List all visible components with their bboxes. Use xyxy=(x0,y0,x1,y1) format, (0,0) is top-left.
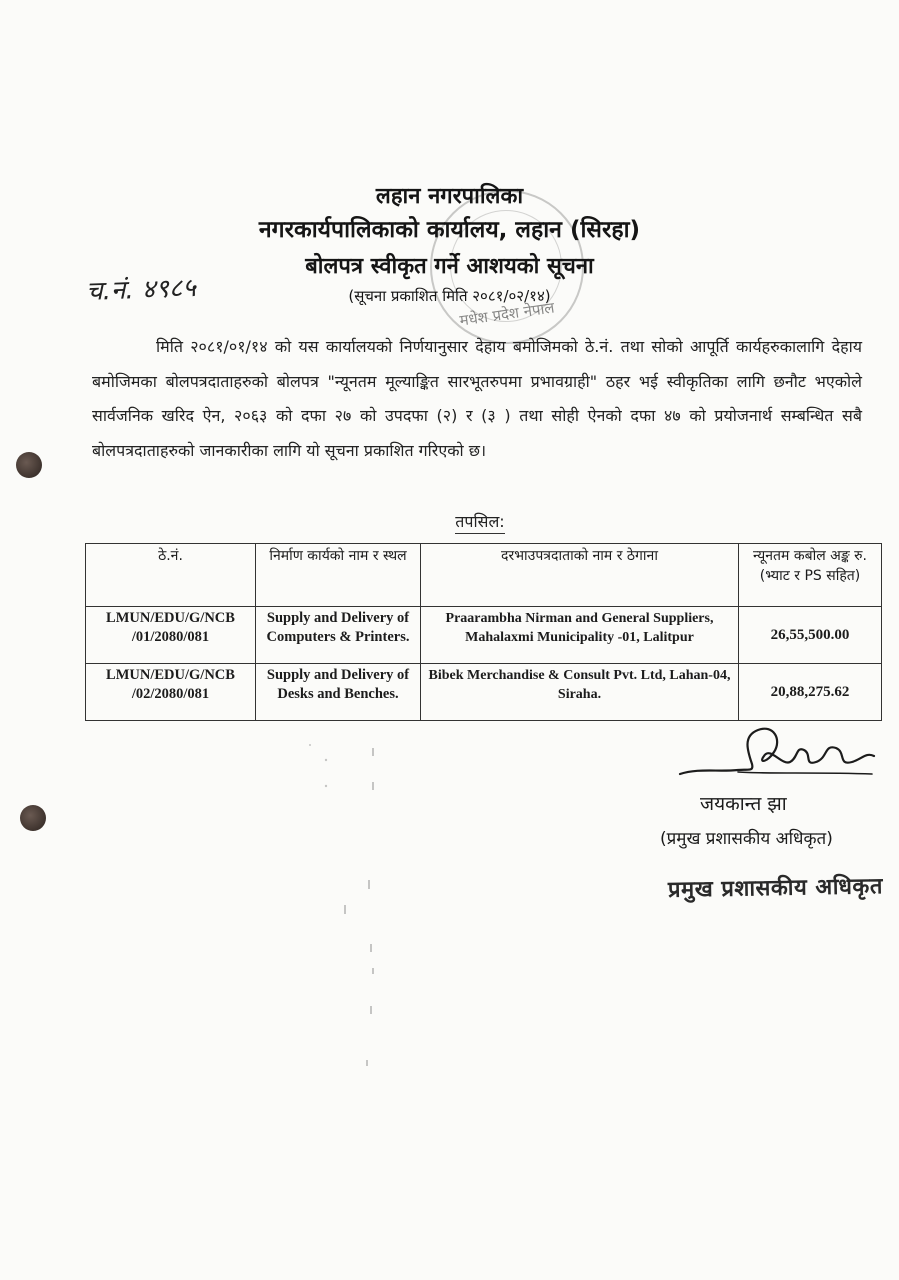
details-heading xyxy=(0,510,899,532)
body-paragraph-text: मिति २०८१/०१/१४ को यस कार्यालयको निर्णयानुसार देहाय बमोजिमको ठे.नं. तथा सोको आपूर्ति कार्यहरुकालागि देहाय बमोजिमका बोलपत्रदाताहरुको बोलपत्र "न्यूनतम मूल्याङ्कित सारभूतरुपमा प्रभावग्राही" ठहर भई स्वीकृतिका लागि छनौट भएकोले सार्वजनिक खरिद ऐन, २०६३ को दफा २७ को उपदफा (२) र (३ ) तथा सोही ऐनको दफा ४७ को प्रयोजनार्थ सम्बन्धित सबै बोलपत्रदाताहरुको जानकारीका लागि यो सूचना प्रकाशित गरिएको छ। xyxy=(92,337,862,460)
signatory-name: जयकान्त झा xyxy=(700,793,787,815)
cell-work-name: Supply and Delivery of Desks and Benches. xyxy=(256,664,421,721)
municipality-name: लहान नगरपालिका xyxy=(375,184,524,209)
bid-table xyxy=(85,543,882,721)
notice-title: बोलपत्र स्वीकृत गर्ने आशयको सूचना xyxy=(305,254,594,279)
header-contract-no: ठे.नं. xyxy=(86,544,256,607)
cell-contract-no: LMUN/EDU/G/NCB /02/2080/081 xyxy=(86,664,256,721)
handwritten-signature xyxy=(678,722,878,792)
cell-work-name: Supply and Delivery of Computers & Printers. xyxy=(256,607,421,664)
cell-amount: 26,55,500.00 xyxy=(739,607,882,664)
cell-bidder: Praarambha Nirman and General Suppliers, Mahalaxmi Municipality -01, Lalitpur xyxy=(421,607,739,664)
header-work-name: निर्माण कार्यको नाम र स्थल xyxy=(256,544,421,607)
cell-bidder: Bibek Merchandise & Consult Pvt. Ltd, Lahan-04, Siraha. xyxy=(421,664,739,721)
table-header-row xyxy=(86,544,882,607)
header-bidder: दरभाउपत्रदाताको नाम र ठेगाना xyxy=(421,544,739,607)
details-heading-text: तपसिल: xyxy=(455,512,504,534)
punch-hole-icon xyxy=(16,452,42,478)
table-row xyxy=(86,664,882,721)
punch-hole-icon xyxy=(20,805,46,831)
publish-date: (सूचना प्रकाशित मिति २०८१/०२/१४) xyxy=(348,287,551,305)
signatory-title-stamp: प्रमुख प्रशासकीय अधिकृत xyxy=(667,874,884,903)
dispatch-number: च.नं. ४९८५ xyxy=(85,273,197,307)
header-amount: न्यूनतम कबोल अङ्क रु. (भ्याट र PS सहित) xyxy=(739,544,882,607)
table-row xyxy=(86,607,882,664)
cell-amount: 20,88,275.62 xyxy=(739,664,882,721)
cell-contract-no: LMUN/EDU/G/NCB /01/2080/081 xyxy=(86,607,256,664)
office-name: नगरकार्यपालिकाको कार्यालय, लहान (सिरहा) xyxy=(258,217,641,243)
body-paragraph xyxy=(92,330,862,468)
seal-text: मधेश प्रदेश नेपाल xyxy=(458,298,556,330)
signatory-title: (प्रमुख प्रशासकीय अधिकृत) xyxy=(660,829,833,849)
